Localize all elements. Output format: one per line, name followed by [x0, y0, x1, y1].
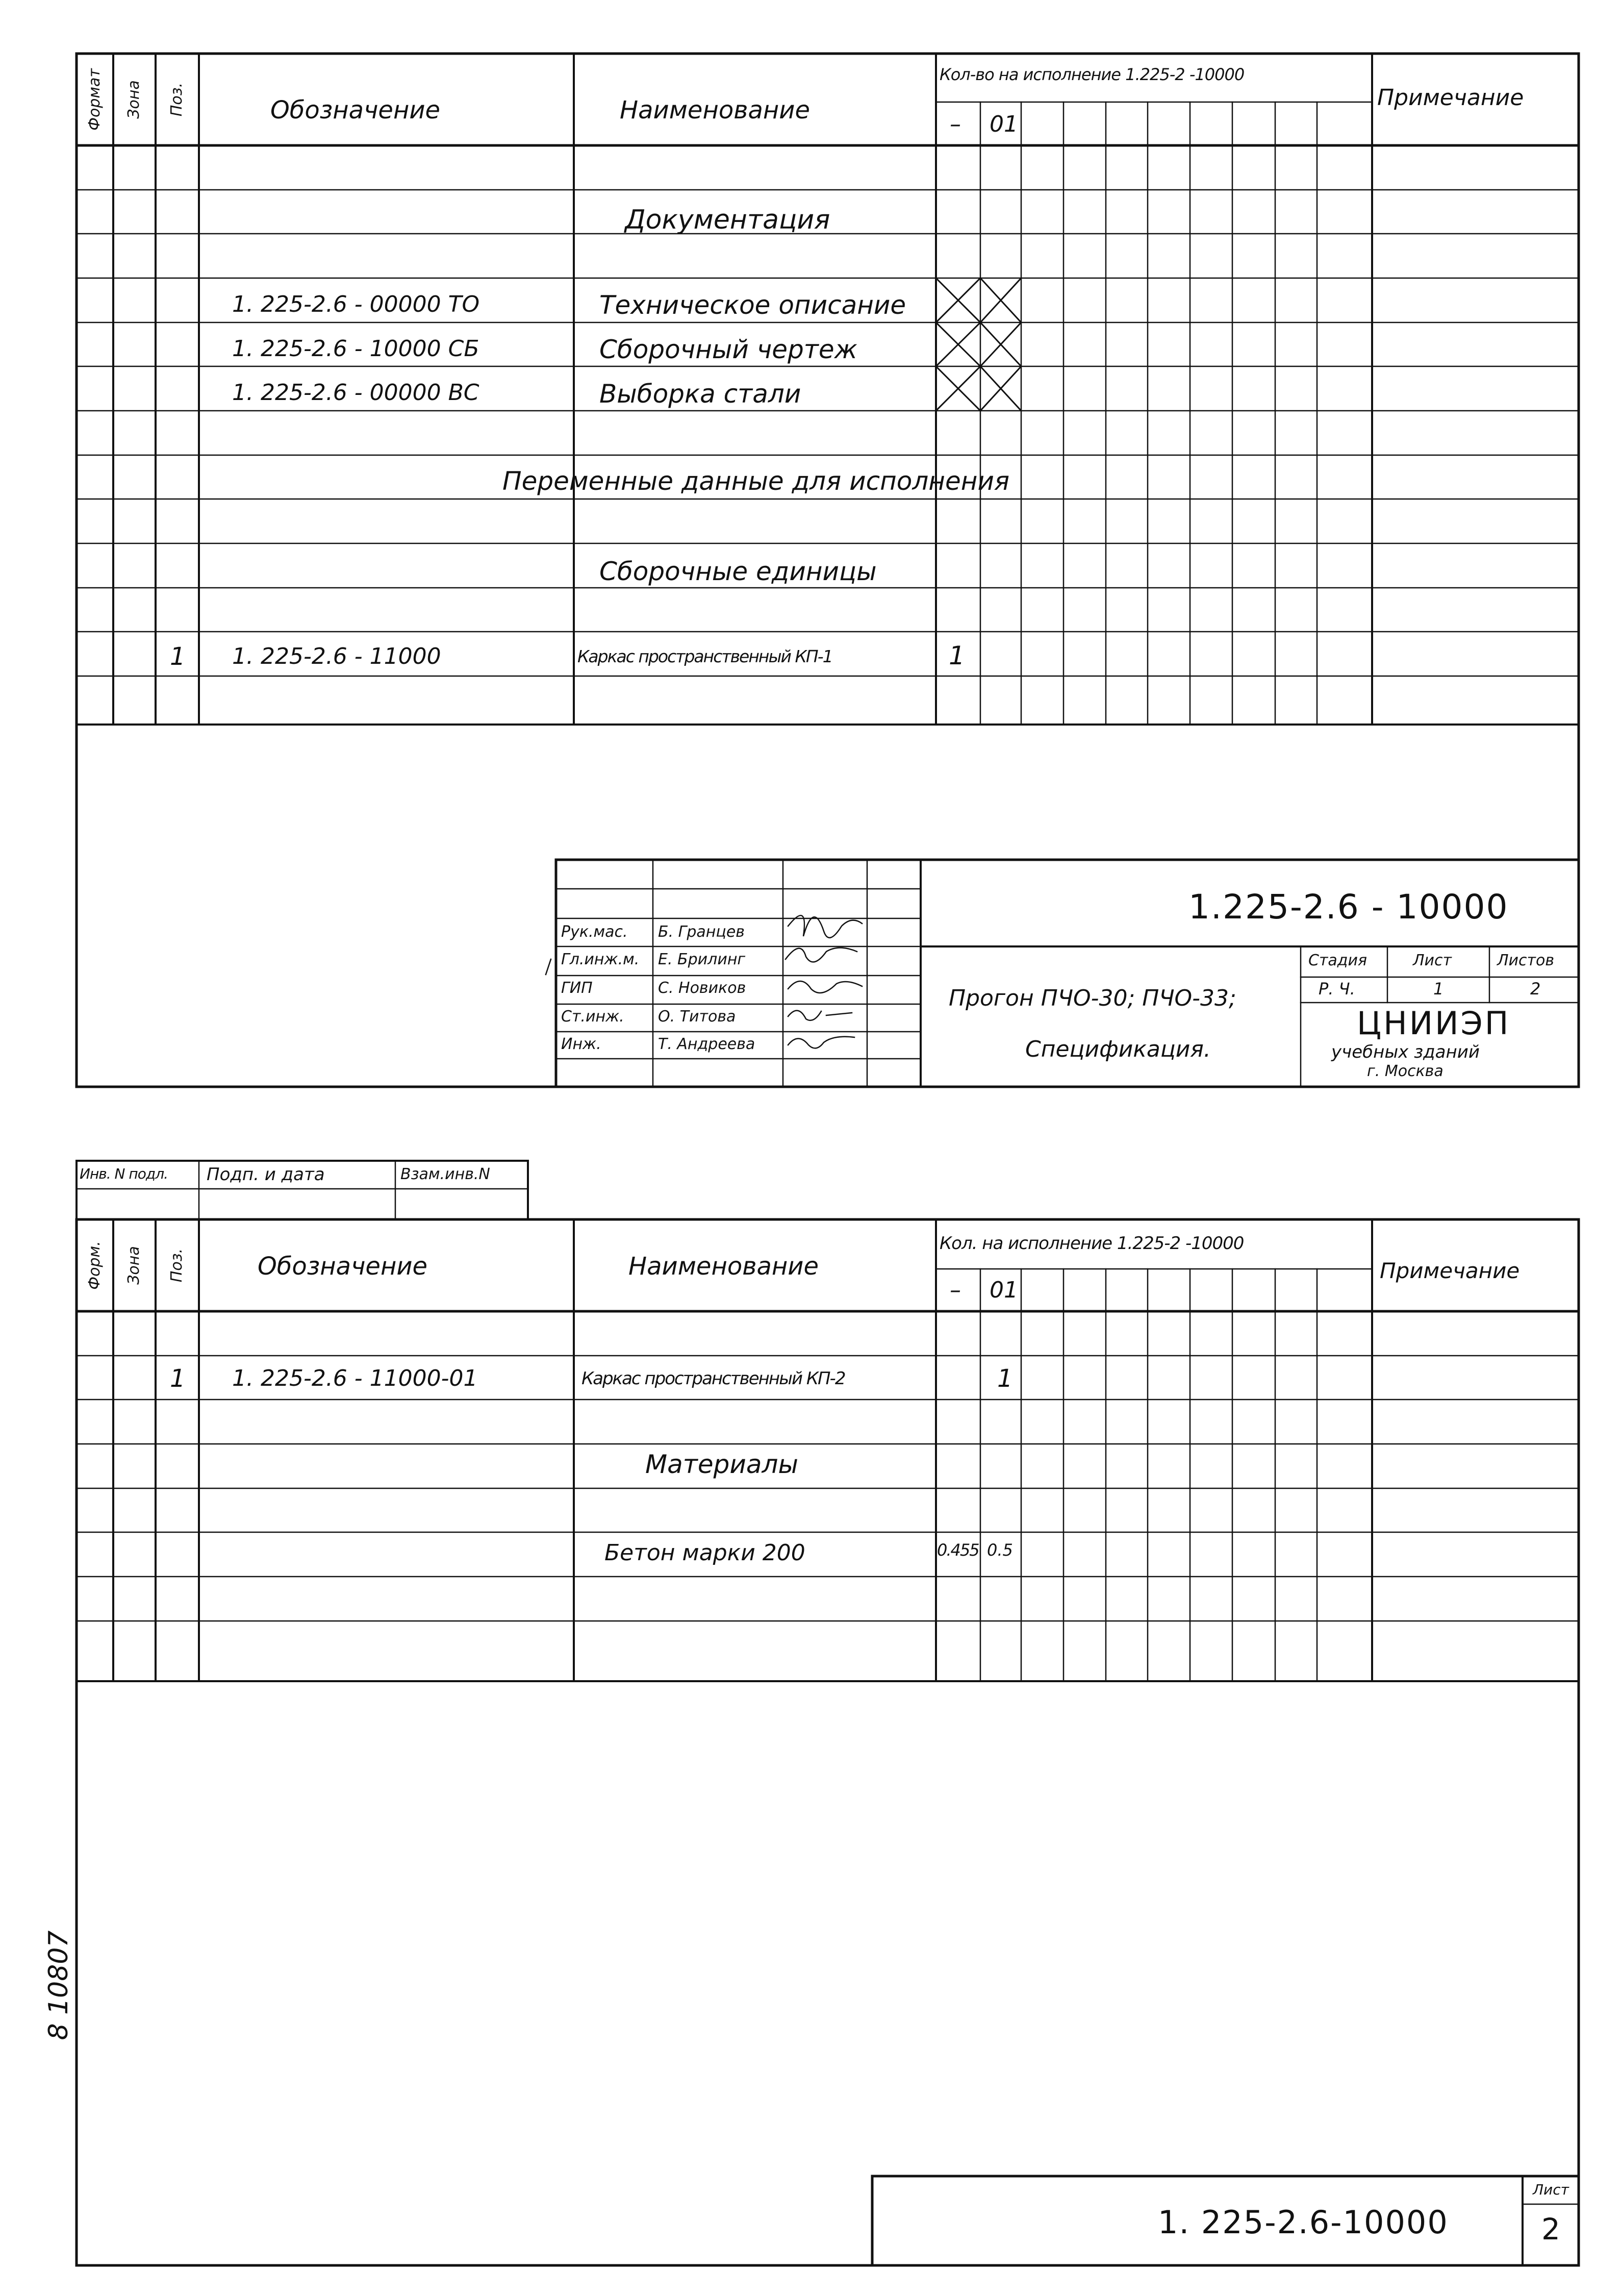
section-documentation: Документация [625, 205, 830, 235]
doc1-name: Техническое описание [599, 290, 906, 320]
stamp-person-2: Е. Брилинг [658, 951, 746, 968]
header-qty-base: – [950, 111, 961, 137]
margin-inventory-note: 8 10807 [43, 1930, 74, 2040]
s2-material-name: Бетон марки 200 [604, 1540, 805, 1566]
side-stamp-inv: Инв. N подл. [80, 1165, 168, 1182]
section-variable-data: Переменные данные для исполнения [502, 466, 1010, 496]
s2-header-designation: Обозначение [258, 1252, 428, 1281]
doc1-designation: 1. 225-2.6 - 00000 ТО [232, 291, 480, 317]
stamp-role-1: Рук.мас. [561, 923, 628, 941]
side-stamp-replace: Взам.инв.N [400, 1165, 490, 1183]
org-line3: г. Москва [1367, 1062, 1443, 1080]
header-qty-01: 01 [990, 111, 1018, 137]
s2-header-name: Наименование [628, 1252, 819, 1281]
document-code-1: 1.225-2.6 - 10000 [1188, 887, 1509, 927]
stamp-person-3: С. Новиков [658, 979, 746, 997]
org-name: ЦНИИЭП [1357, 1005, 1511, 1042]
doc3-name: Выборка стали [599, 379, 801, 409]
doc2-designation: 1. 225-2.6 - 10000 СБ [232, 336, 479, 362]
s2-header-qty-01: 01 [990, 1277, 1018, 1303]
stamp-title-line1: Прогон ПЧО-30; ПЧО-33; [949, 985, 1236, 1011]
stamp-role-4: Ст.инж. [561, 1008, 624, 1026]
header-qty-title: Кол-во на исполнение 1.225-2 -10000 [940, 65, 1245, 84]
stamp-person-4: О. Титова [658, 1008, 736, 1026]
s2-sheet-label: Лист [1533, 2181, 1569, 2198]
stamp-stage-label: Стадия [1308, 952, 1367, 969]
s2-header-format: Форм. [86, 1241, 104, 1290]
stamp-role-3: ГИП [561, 979, 593, 997]
org-line2: учебных зданий [1331, 1042, 1480, 1062]
header-note: Примечание [1377, 85, 1524, 111]
doc3-designation: 1. 225-2.6 - 00000 ВС [232, 380, 479, 406]
stamp-role-2: Гл.инж.м. [561, 951, 640, 968]
document-code-2: 1. 225-2.6-10000 [1158, 2204, 1449, 2241]
s2-header-qty-title: Кол. на исполнение 1.225-2 -10000 [940, 1233, 1244, 1254]
s2-header-note: Примечание [1380, 1258, 1520, 1283]
s2-header-qty-base: – [950, 1277, 961, 1303]
s2-material-qty-01: 0.5 [987, 1540, 1013, 1560]
asm-designation: 1. 225-2.6 - 11000 [232, 643, 441, 669]
s2-asm-pos: 1 [170, 1364, 186, 1393]
asm-name: Каркас пространственный КП-1 [577, 646, 832, 666]
s2-header-pos: Поз. [168, 1248, 186, 1283]
stamp-role-5: Инж. [561, 1035, 601, 1053]
s2-section-materials: Материалы [645, 1450, 798, 1479]
stamp-sheet-value: 1 [1433, 979, 1444, 999]
header-format: Формат [86, 68, 104, 131]
section-assemblies: Сборочные единицы [599, 557, 877, 586]
s2-asm-qty-01: 1 [997, 1364, 1013, 1393]
header-zone: Зона [125, 80, 143, 119]
s2-header-zone: Зона [125, 1246, 143, 1285]
stamp-sheets-label: Листов [1497, 952, 1555, 969]
stamp-person-1: Б. Гранцев [658, 923, 745, 941]
stamp-sheets-value: 2 [1530, 979, 1541, 999]
s2-asm-designation: 1. 225-2.6 - 11000-01 [232, 1365, 478, 1391]
s2-asm-name: Каркас пространственный КП-2 [581, 1368, 845, 1389]
side-stamp-sign-date: Подп. и дата [207, 1164, 325, 1185]
s2-material-qty-base: 0.455 [937, 1540, 979, 1560]
stamp-sheet-label: Лист [1413, 952, 1452, 969]
stamp-title-line2: Спецификация. [1025, 1036, 1211, 1062]
asm-pos: 1 [170, 642, 186, 671]
stamp-stage-value: Р. Ч. [1319, 979, 1355, 999]
s2-sheet-value: 2 [1541, 2212, 1560, 2247]
asm-qty-base: 1 [949, 641, 965, 670]
doc2-name: Сборочный чертеж [599, 335, 857, 364]
stamp-person-5: Т. Андреева [658, 1035, 755, 1053]
header-pos: Поз. [168, 82, 186, 117]
header-name: Наименование [620, 96, 810, 124]
header-designation: Обозначение [270, 96, 441, 124]
